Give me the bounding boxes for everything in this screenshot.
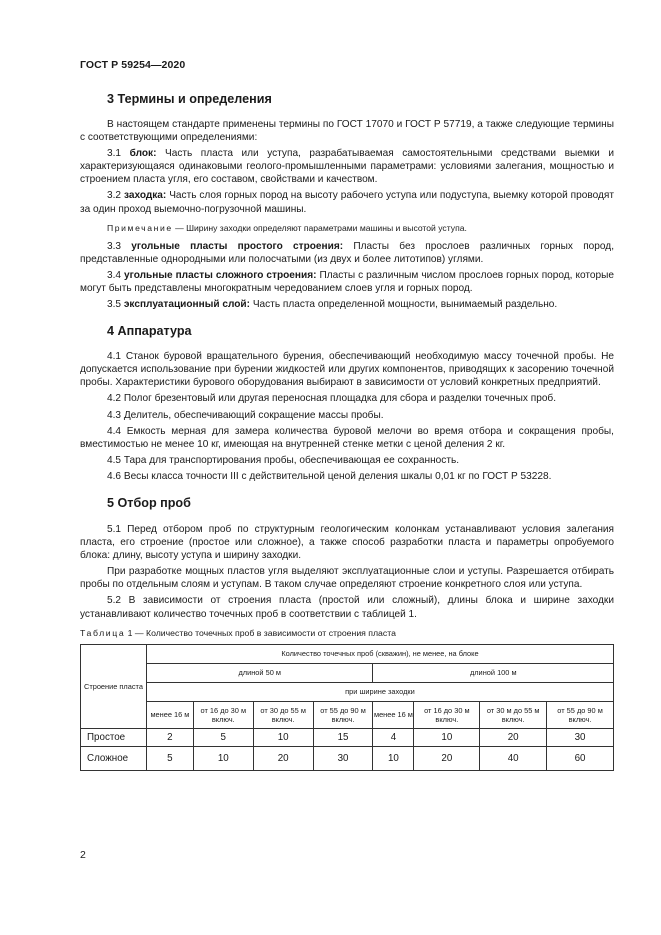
table-cell: 15	[313, 728, 373, 746]
table-cell: 10	[253, 728, 313, 746]
row-header-cell: Строение пласта	[81, 644, 147, 728]
length-100-header: длиной 100 м	[373, 663, 614, 682]
column-header: от 55 до 90 м включ.	[547, 701, 614, 728]
item-4-3: 4.3 Делитель, обеспечивающий сокращение массы пробы.	[107, 409, 384, 421]
width-header: при ширине заходки	[146, 682, 613, 701]
table-cell: 2	[146, 728, 193, 746]
document-body	[80, 92, 614, 771]
column-header: от 55 до 90 м включ.	[313, 701, 373, 728]
table-cell: 60	[547, 746, 614, 770]
item-5-1: 5.1 Перед отбором проб по структурным геологическим колонкам устанавливают условия залегания пласта, его строение (простое или сложное), а также способ разработки пласта и параметры опробуемого блока: длину, высоту уступа и ширину заходки.	[80, 523, 614, 562]
column-header: менее 16 м	[146, 701, 193, 728]
term-3-2: 3.2 заходка: Часть слоя горных пород на высоту рабочего уступа или подуступа, выемку которой проводят за один проход выемочно-погрузочной машины.	[80, 190, 614, 215]
row-label: Сложное	[81, 746, 147, 770]
column-header: от 16 до 30 м включ.	[193, 701, 253, 728]
item-5-2: 5.2 В зависимости от строения пласта (простой или сложный), длины блока и ширине заходки устанавливают количество точечных проб в соответствии с таблицей 1.	[80, 595, 614, 620]
column-header: от 30 м до 55 м включ.	[480, 701, 547, 728]
length-50-header: длиной 50 м	[146, 663, 373, 682]
item-4-1: 4.1 Станок буровой вращательного бурения, обеспечивающий необходимую массу точечной пробы. Не допускается использование при бурении жидкостей или других компонентов, приводящих к засорению точечной пробы. Характеристики бурового оборудования выбирают в зависимости от условий конкретных предприятий.	[80, 351, 614, 389]
item-4-2: 4.2 Полог брезентовый или другая переносная площадка для сбора и разделки точечных проб.	[107, 393, 557, 405]
table-caption: Таблица 1 — Количество точечных проб в зависимости от строения пласта	[80, 627, 396, 638]
table-cell: 20	[253, 746, 313, 770]
section-5-title: 5 Отбор проб	[107, 495, 191, 510]
table-cell: 5	[193, 728, 253, 746]
top-header-cell: Количество точечных проб (скважин), не менее, на блоке	[146, 644, 613, 663]
section-3-intro: В настоящем стандарте применены термины по ГОСТ 17070 и ГОСТ Р 57719, а также следующие термины с соответствующими определениями:	[80, 119, 614, 144]
section-4-title: 4 Аппаратура	[107, 324, 192, 339]
item-4-6: 4.6 Весы класса точности III с действительной ценой деления шкалы 0,01 кг по ГОСТ Р 53228.	[107, 470, 552, 482]
table-cell: 10	[193, 746, 253, 770]
item-4-5: 4.5 Тара для транспортирования пробы, обеспечивающая ее сохранность.	[107, 454, 460, 466]
table-cell: 20	[414, 746, 480, 770]
item-5-1-cont: При разработке мощных пластов угля выделяют эксплуатационные слои и уступы. Разрешается отбирать пробы по отдельным слоям и уступам. В таком случае определяют строение конкретного слоя или уступа.	[80, 566, 614, 591]
table-cell: 4	[373, 728, 414, 746]
table-cell: 30	[313, 746, 373, 770]
table-cell: 40	[480, 746, 547, 770]
column-header: от 30 до 55 м включ.	[253, 701, 313, 728]
samples-table	[80, 644, 614, 771]
table-cell: 10	[373, 746, 414, 770]
note-3-2: Примечание — Ширину заходки определяют параметрами машины и высотой уступа.	[107, 222, 467, 233]
row-label: Простое	[81, 728, 147, 746]
standard-header: ГОСТ Р 59254—2020	[80, 59, 186, 71]
table-cell: 10	[414, 728, 480, 746]
column-header: от 16 до 30 м включ.	[414, 701, 480, 728]
term-3-5: 3.5 эксплуатационный слой: Часть пласта определенной мощности, вынимаемый раздельно.	[107, 299, 558, 311]
item-4-4: 4.4 Емкость мерная для замера количества буровой мелочи во время отбора и сокращения пробы, вместимостью не менее 10 кг, имеющая на внутренней стенке метки с ценой деления 2 кг.	[80, 425, 614, 450]
table-row	[81, 728, 614, 746]
table-cell: 30	[547, 728, 614, 746]
table-cell: 5	[146, 746, 193, 770]
term-3-3: 3.3 угольные пласты простого строения: Пласты без прослоев различных горных пород, представленные однородными или полосчатыми (из двух и более литотипов) углями.	[80, 240, 615, 265]
section-3-title: 3 Термины и определения	[107, 92, 272, 106]
column-header: менее 16 м	[373, 701, 414, 728]
table-row	[81, 746, 614, 770]
term-3-1: 3.1 блок: Часть пласта или уступа, разрабатываемая самостоятельными средствами выемки и характеризующаяся одинаковыми геолого-промышленными параметрами: условиями залегания, мощностью и строением пласта угля, его составом, свойствами и качеством.	[80, 148, 614, 186]
term-3-4: 3.4 угольные пласты сложного строения: Пласты с различным числом прослоев горных пород, которые могут быть представлены многократным чередованием слоев угля и горных пород.	[80, 269, 614, 294]
table-cell: 20	[480, 728, 547, 746]
page-number: 2	[80, 849, 86, 861]
